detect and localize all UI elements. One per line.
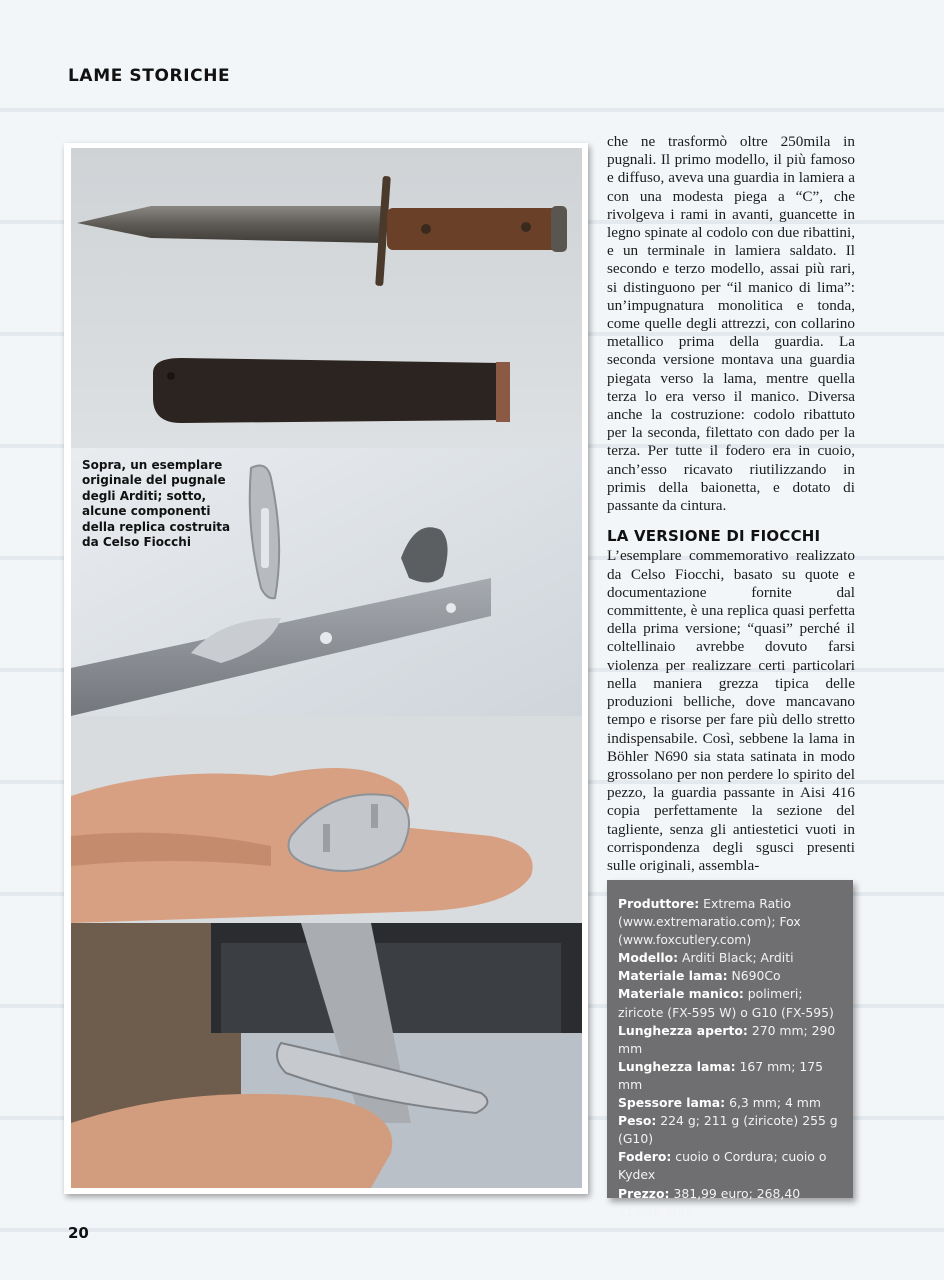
spec-item: [618, 1094, 843, 1112]
spec-label: Peso:: [618, 1113, 657, 1129]
photo-caption: Sopra, un esemplare originale del pugnale degli Arditi; sotto, alcune componenti della replica costruita da Celso Fiocchi: [82, 458, 231, 550]
spec-value: 6,3 mm; 4 mm: [725, 1095, 821, 1111]
spec-value: 270 mm; 290 mm: [618, 1022, 836, 1056]
spec-value: Arditi Black; Arditi: [678, 950, 794, 966]
spec-label: Lunghezza aperto:: [618, 1022, 748, 1038]
spec-value: polimeri; ziricote (FX-595 W) o G10 (FX-595): [618, 986, 834, 1020]
spec-item: [618, 949, 843, 967]
article-body: [607, 133, 855, 875]
photo-collage: [64, 143, 588, 1194]
paragraph: che ne trasformò oltre 250mila in pugnali. Il primo modello, il più famoso e diffuso, aveva una guardia in lamiera a con una modesta piega a “C”, che rivolgeva i rami in avanti, guancette in legno spinate al codolo con due ribattini, e un terminale in lamiera saldato. Il secondo e terzo modello, assai più rari, si distinguono per “il manico di lima”: un’impugnatura monolitica e tonda, come quelle degli attrezzi, con collarino metallico prima della guardia. La seconda versione montava una guardia piegata verso la lama, mentre quella terza lo era verso il manico. Diversa anche la costruzione: codolo ribattuto per la seconda, filettato con dado per la terza. Per tutte il fodero era in cuoio, anch’esso ricavato riutilizzando in primis della baionetta, e dotato di passante da cintura.: [607, 133, 855, 515]
spec-value: 381,99 euro; 268,40 217,16 euro: [618, 1185, 801, 1219]
subheading: LA VERSIONE DI FIOCCHI: [607, 527, 821, 546]
section-title: LAME STORICHE: [68, 66, 231, 86]
spec-value: 167 mm; 175 mm: [618, 1058, 824, 1092]
spec-label: Lunghezza lama:: [618, 1058, 736, 1074]
spec-label: Prezzo:: [618, 1185, 670, 1201]
page-number: 20: [68, 1224, 89, 1242]
photo-blade-with-guard: [71, 923, 582, 1188]
spec-label: Produttore:: [618, 896, 700, 911]
spec-value: 224 g; 211 g (ziricote) 255 g (G10): [618, 1113, 838, 1147]
spec-item: [618, 967, 843, 985]
spec-item: [618, 1112, 843, 1148]
spec-label: Materiale lama:: [618, 968, 728, 984]
spec-item: [618, 1185, 843, 1221]
specs-box: [607, 880, 853, 1219]
spec-item: [618, 1148, 843, 1184]
spec-value: Extrema Ratio (www.extremaratio.com); Fox (www.foxcutlery.com): [618, 896, 801, 948]
spec-value: cuoio o Cordura; cuoio o Kydex: [618, 1149, 827, 1183]
spec-item: [618, 895, 843, 949]
photo-original-dagger: [71, 148, 582, 448]
spec-item: [618, 985, 843, 1021]
paragraph: L’esemplare commemorativo realizzato da Celso Fiocchi, basato su quote e documentazione fornite dal committente, è una replica quasi perfetta della prima versione; “quasi” perché il coltellinaio avrebbe dovuto farsi violenza per realizzare certi particolari nella maniera grezza tipica delle produzioni belliche, dove mancavano tempo e risorse per fare più dello stretto indispensabile. Così, sebbene la lama in Böhler N690 sia stata satinata in modo grossolano per non perdere lo spirito del pezzo, la guardia passante in Aisi 416 copia perfettamente la sezione del tagliente, senza gli antiestetici vuoti in corrispondenza degli sgusci presenti sulle originali, assembla-: [607, 547, 855, 874]
spec-item: [618, 1022, 843, 1058]
spec-value: N690Co: [727, 968, 781, 984]
spec-label: Fodero:: [618, 1149, 672, 1165]
specs-list: [607, 880, 853, 1221]
photo-guard-in-hand: [71, 716, 582, 923]
spec-label: Materiale manico:: [618, 986, 744, 1002]
spec-label: Spessore lama:: [618, 1095, 726, 1111]
spec-label: Modello:: [618, 950, 679, 966]
spec-item: [618, 1058, 843, 1094]
